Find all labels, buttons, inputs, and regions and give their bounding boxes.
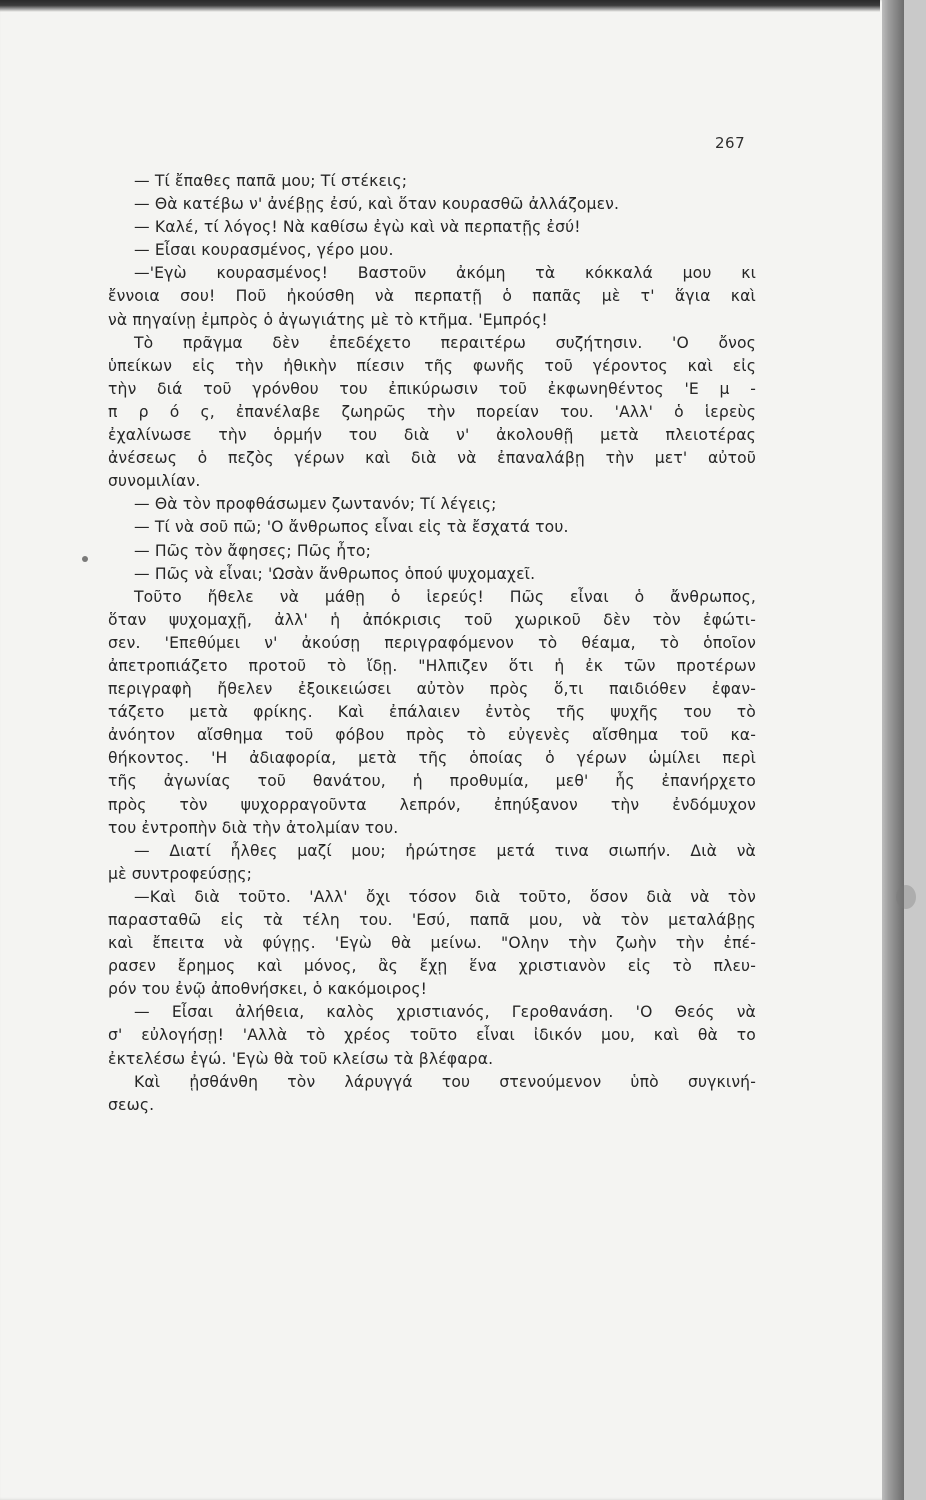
text-line: ἐχαλίνωσε τὴν ὁρμήν του διὰ ν' ἀκολουθῇ μετὰ πλειοτέρας (108, 426, 756, 445)
page-top-edge (0, 0, 880, 12)
text-line: ρασεν ἔρημος καὶ μόνος, ἂς ἔχῃ ἕνα χριστιανὸν εἰς τὸ πλευ- (108, 957, 756, 976)
text-line: — Πῶς τὸν ἄφησες; Πῶς ἦτο; (134, 541, 372, 560)
text-line: μὲ συντροφεύσῃς; (108, 864, 253, 883)
text-line: τὴν διά τοῦ γρόνθου του ἐπικύρωσιν τοῦ ἐκφωνηθέντος 'Ε μ - (108, 379, 756, 398)
page-number: 267 (715, 134, 746, 152)
text-line: νὰ πηγαίνῃ ἐμπρὸς ὁ ἀγωγιάτης μὲ τὸ κτῆμα. 'Εμπρός! (108, 310, 548, 329)
text-line: ἔννοια σου! Ποῦ ἠκούσθη νὰ περπατῇ ὁ παπᾶς μὲ τ' ἅγια καὶ (108, 287, 756, 306)
text-line: παρασταθῶ εἰς τὰ τέλη του. 'Εσύ, παπᾶ μου, νὰ τὸν μεταλάβῃς (108, 911, 756, 929)
text-line: —Καὶ διὰ τοῦτο. 'Αλλ' ὄχι τόσον διὰ τοῦτο, ὅσον διὰ νὰ τὸν (134, 887, 756, 906)
text-line: — Θὰ κατέβω ν' ἀνέβῃς ἐσύ, καὶ ὅταν κουρασθῶ ἀλλάζομεν. (134, 195, 620, 214)
text-line: του ἐντροπὴν διὰ τὴν ἀτολμίαν του. (108, 818, 399, 837)
text-line: π ρ ό ς, ἐπανέλαβε ζωηρῶς τὴν πορείαν του. 'Αλλ' ὁ ἱερεὺς (108, 402, 756, 421)
text-line: —'Εγὼ κουρασμένος! Βαστοῦν ἀκόμη τὰ κόκκαλά μου κι (134, 264, 756, 283)
text-line: ἀνόητον αἴσθημα τοῦ φόβου πρὸς τὸ εὐγενὲς αἴσθημα τοῦ κα- (108, 726, 756, 745)
text-line: συνομιλίαν. (108, 472, 201, 491)
text-line: πρὸς τὸν ψυχορραγοῦντα λεπρόν, ἐπηύξανον τὴν ἐνδόμυχον (108, 795, 756, 814)
text-line: — Εἶσαι ἀλήθεια, καλὸς χριστιανός, Γεροθανάση. 'Ο Θεός νὰ (134, 1003, 756, 1022)
text-line: τάζετο μετὰ φρίκης. Καὶ ἐπάλαιεν ἐντὸς τῆς ψυχῆς του τὸ (108, 703, 756, 722)
text-line: Καὶ ᾐσθάνθη τὸν λάρυγγά του στενούμενον ὑπὸ συγκινή- (134, 1072, 756, 1091)
text-line: — Εἶσαι κουρασμένος, γέρο μου. (134, 241, 394, 260)
text-line: σ' εὐλογήσῃ! 'Αλλὰ τὸ χρέος τοῦτο εἶναι ἰδικόν μου, καὶ θὰ το (108, 1026, 756, 1045)
text-line: περιγραφὴ ἤθελεν ἐξοικειώσει αὐτὸν πρὸς ὅ,τι παιδιόθεν ἐφαν- (108, 680, 756, 699)
book-edge (882, 0, 904, 1500)
text-line: — Διατί ἦλθες μαζί μου; ἠρώτησε μετά τινα σιωπήν. Διὰ νὰ (134, 841, 756, 860)
text-line: — Καλέ, τί λόγος! Νὰ καθίσω ἐγὼ καὶ νὰ περπατῇς ἐσύ! (134, 218, 581, 237)
text-line: σεν. 'Επεθύμει ν' ἀκούσῃ περιγραφόμενον τὸ θέαμα, τὸ ὁποῖον (108, 633, 756, 652)
text-line: Τὸ πρᾶγμα δὲν ἐπεδέχετο περαιτέρω συζήτησιν. 'Ο ὄνος (134, 333, 756, 352)
text-line: σεως. (108, 1095, 155, 1114)
paper-mark (896, 885, 916, 909)
text-line: ὑπείκων εἰς τὴν ἠθικὴν πίεσιν τῆς φωνῆς τοῦ γέροντος καὶ εἰς (108, 356, 756, 375)
text-line: τῆς ἀγωνίας τοῦ θανάτου, ἡ προθυμία, μεθ' ἧς ἐπανήρχετο (108, 772, 756, 791)
text-line: — Πῶς νὰ εἶναι; 'Ωσὰν ἄνθρωπος ὁπού ψυχομαχεῖ. (134, 564, 536, 583)
text-line: — Τί νὰ σοῦ πῶ; 'Ο ἄνθρωπος εἶναι εἰς τὰ ἔσχατά του. (134, 518, 569, 537)
text-line: Τοῦτο ἤθελε νὰ μάθῃ ὁ ἱερεύς! Πῶς εἶναι ὁ ἄνθρωπος, (134, 587, 756, 606)
text-line: — Θὰ τὸν προφθάσωμεν ζωντανόν; Τί λέγεις; (134, 495, 497, 514)
text-line: ἀπετροπιάζετο προτοῦ τὸ ἴδῃ. "Ηλπιζεν ὅτι ἡ ἐκ τῶν προτέρων (108, 656, 756, 675)
ink-speck (82, 556, 88, 562)
body-text (108, 170, 756, 1117)
text-line: ρόν του ἐνῷ ἀποθνήσκει, ὁ κακόμοιρος! (108, 980, 428, 999)
text-line: καὶ ἔπειτα νὰ φύγῃς. 'Εγὼ θὰ μείνω. "Ολην τὴν ζωὴν τὴν ἐπέ- (108, 934, 756, 953)
text-line: — Τί ἔπαθες παπᾶ μου; Τί στέκεις; (134, 172, 408, 190)
text-line: θήκοντος. 'Η ἀδιαφορία, μετὰ τῆς ὁποίας ὁ γέρων ὡμίλει περὶ (108, 749, 756, 768)
text-line: ἀνέσεως ὁ πεζὸς γέρων καὶ διὰ νὰ ἐπαναλάβῃ τὴν μετ' αὐτοῦ (108, 449, 756, 468)
text-line: ἐκτελέσω ἐγώ. 'Εγὼ θὰ τοῦ κλείσω τὰ βλέφαρα. (108, 1049, 494, 1068)
text-line: ὅταν ψυχομαχῇ, ἀλλ' ἡ ἀπόκρισις τοῦ χωρικοῦ δὲν τὸν ἐφώτι- (108, 610, 756, 629)
